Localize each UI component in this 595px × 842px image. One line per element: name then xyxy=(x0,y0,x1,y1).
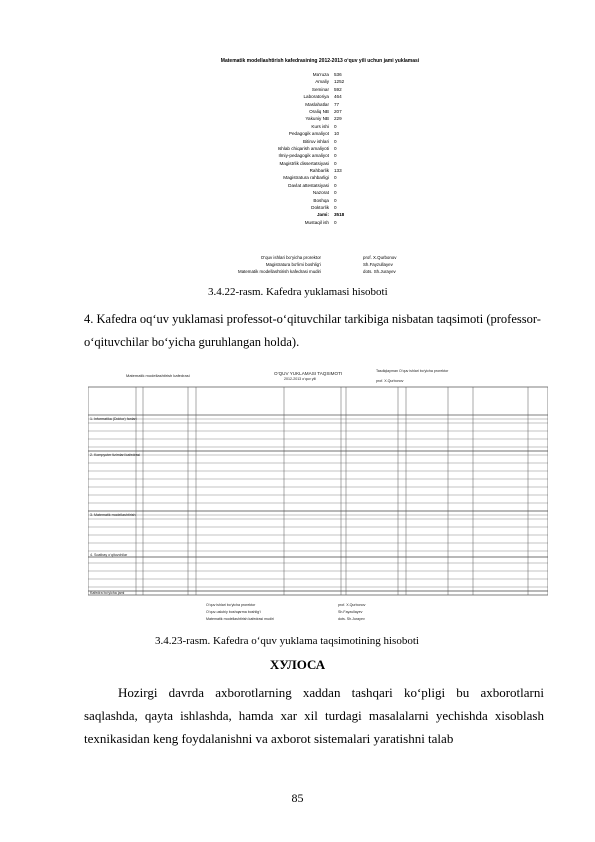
workload-row-label: Magistrlik dissertatsiyasi xyxy=(279,160,329,166)
workload-row-value: 77 xyxy=(334,101,340,107)
workload-row-label: Jami: xyxy=(316,212,329,218)
workload-row-label: Yakuniy NB xyxy=(305,116,329,122)
workload-row-label: Kurs ishi xyxy=(311,123,329,129)
workload-row xyxy=(205,72,435,79)
workload-row-label: Pedagogik amaliyot xyxy=(288,131,329,137)
table-section-label: 3. Matematik modellashtirish xyxy=(90,513,136,517)
workload-row-label: Seminar xyxy=(311,86,329,92)
workload-row-label: Oraliq NB xyxy=(309,108,329,114)
workload-row-label: Laboratoriya xyxy=(303,94,329,100)
workload-row xyxy=(205,183,435,190)
signature-role: O‘quv-uslubiy boshqarma boshlig‘i xyxy=(206,610,261,614)
workload-row-value: 1252 xyxy=(334,79,345,85)
workload-row-value: 0 xyxy=(334,219,337,225)
workload-row-label: Magistratura rahbarligi xyxy=(283,175,329,181)
workload-row-label: Ishlab chiqarish amaliyoti xyxy=(277,145,329,151)
workload-row xyxy=(205,220,435,227)
workload-row-label: Ma'ruza xyxy=(312,72,329,77)
workload-row-value: 0 xyxy=(334,197,337,203)
workload-row-value: 0 xyxy=(334,182,337,188)
workload-row-value: 0 xyxy=(334,145,337,151)
signature-row xyxy=(205,262,435,269)
workload-row xyxy=(205,190,435,197)
workload-row xyxy=(205,205,435,212)
table-grid xyxy=(88,367,548,597)
table-section-label: 2. Kompyuter tizimlari kafedrasi xyxy=(90,453,141,457)
workload-row-label: Ilmiy-pedagogik amaliyot xyxy=(278,153,329,159)
signature-person: Sh.Fayzullayev xyxy=(338,610,363,614)
workload-row xyxy=(205,161,435,168)
workload-row-value: 0 xyxy=(334,138,337,144)
workload-row xyxy=(205,94,435,101)
workload-row xyxy=(205,131,435,138)
signature-person: prof. X.Qurbonov xyxy=(338,603,366,607)
workload-row-label: Rahbarlik xyxy=(309,168,329,174)
signature-role: Magistratura bo‘limi boshlig‘i xyxy=(265,262,321,267)
paragraph xyxy=(84,681,544,750)
signature-person: Sh.Fayzullayev xyxy=(363,262,393,267)
workload-row-label: Nazorat xyxy=(312,190,329,196)
workload-row-label: Bitiruv ishlari xyxy=(302,138,329,144)
table-header-left: Matematik modellashtirish kafedrasi xyxy=(126,373,190,378)
workload-row-value: 0 xyxy=(334,175,337,181)
workload-row-value: 0 xyxy=(334,160,337,166)
workload-row-value: 0 xyxy=(334,153,337,159)
workload-row-value: 10 xyxy=(334,131,340,137)
workload-row xyxy=(205,153,435,160)
table-section-label: 1. Informatika (Doktor) fanlari xyxy=(90,417,137,421)
table-total-label: Kafedra bo‘yicha jami xyxy=(90,591,125,595)
figure-caption-2: 3.4.23-rasm. Kafedra o‘quv yuklama taqsimotining hisoboti xyxy=(155,635,419,647)
workload-row xyxy=(205,124,435,131)
workload-row-value: 0 xyxy=(334,123,337,129)
workload-row xyxy=(205,175,435,182)
table-section-label: 4. Soatbay o‘qituvchilar xyxy=(90,553,128,557)
figure-title: Matematik modellashtirish kafedrasining 2012-2013 o‘quv yili uchun jami yuklamasi xyxy=(220,58,420,64)
workload-row-label: Mustaqil ish xyxy=(304,219,329,225)
table-header-right-sub: prof. X.Qurbonov xyxy=(376,379,404,383)
workload-row-value: 133 xyxy=(334,168,342,174)
workload-row-value: 592 xyxy=(334,86,342,92)
paragraph-text: Hozirgi davrda axborotlarning xaddan tashqari ko‘pligi bu axborotlarni saqlashda, qayta ishlashda, hamda xar xil turdagi masalalarni yechishda xisoblash texnikasidan keng foydalanishni va axborot sistemalari yaratishni talab xyxy=(84,685,544,746)
workload-row xyxy=(205,198,435,205)
workload-row xyxy=(205,146,435,153)
signature-role: Matematik modellashtirish kafedrasi mudiri xyxy=(206,617,274,621)
signature-person: dots. Sh.Jurayev xyxy=(363,269,396,274)
workload-row xyxy=(205,168,435,175)
signature-person: dots. Sh.Jurayev xyxy=(338,617,365,621)
signature-role: O‘quv ishlari bo‘yicha prorektor xyxy=(206,603,256,607)
workload-row-value: 0 xyxy=(334,190,337,196)
workload-row-label: Boshqa xyxy=(313,197,329,203)
workload-summary-figure xyxy=(205,58,435,278)
workload-row-value: 207 xyxy=(334,108,342,114)
workload-distribution-table xyxy=(88,367,548,621)
workload-row-value: 229 xyxy=(334,116,342,122)
workload-row xyxy=(205,87,435,94)
section-title: ХУЛОСА xyxy=(269,657,326,672)
workload-row-value: 464 xyxy=(334,94,342,100)
figure-caption-1: 3.4.22-rasm. Kafedra yuklamasi hisoboti xyxy=(208,286,388,298)
signature-role: Matematik modellashtirish kafedrasi mudiri xyxy=(238,269,321,274)
workload-row-label: Maslahatlar xyxy=(305,101,329,107)
workload-row xyxy=(205,79,435,86)
workload-row-label: Doktorlik xyxy=(311,205,329,211)
workload-row-value: 536 xyxy=(334,72,342,77)
table-header-right: Tasdiqlayman O‘quv ishlari bo‘yicha prorektor xyxy=(376,369,449,373)
workload-rows xyxy=(205,72,435,227)
workload-row-label: Amaliy xyxy=(315,79,329,85)
workload-row xyxy=(205,109,435,116)
figure-signatures xyxy=(205,255,435,276)
signature-person: prof. X.Qurbonov xyxy=(363,255,397,260)
list-item-text xyxy=(84,308,544,354)
workload-row xyxy=(205,102,435,109)
list-item-content: 4. Kafedra oq‘uv yuklamasi professot-o‘qituvchilar tarkibiga nisbatan taqsimoti (professor-o‘qituvchilar bo‘yicha guruhlangan holda). xyxy=(84,312,541,349)
table-header-center: O‘QUV YUKLAMASI TAQSIMOTI xyxy=(274,371,343,376)
signature-row xyxy=(205,269,435,276)
workload-row-value: 0 xyxy=(334,205,337,211)
workload-row xyxy=(205,116,435,123)
signature-row xyxy=(205,255,435,262)
signature-role: O‘quv ishlari bo‘yicha prorektor xyxy=(260,255,321,260)
workload-row-value: 3518 xyxy=(334,212,345,218)
workload-row xyxy=(205,212,435,219)
workload-row-label: Davlat attestatsiyasi xyxy=(288,182,329,188)
table-header-center-sub: 2012-2013 o‘quv yili xyxy=(284,377,316,381)
workload-row xyxy=(205,139,435,146)
page-number: 85 xyxy=(291,791,304,805)
